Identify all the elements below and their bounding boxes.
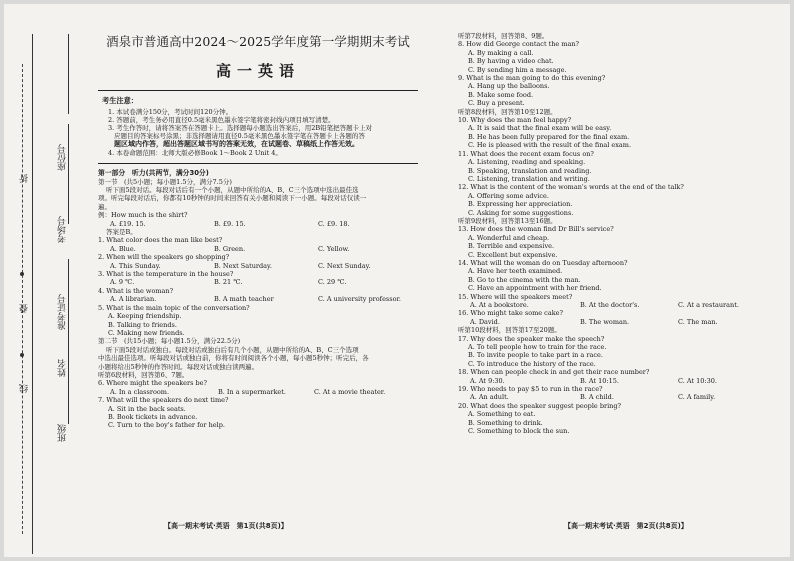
question: 13. How does the woman find Dr Bill's service? [458,225,614,234]
room-number-label: 考场号 [58,216,68,243]
option: C. At 10:30. [678,376,717,385]
example-options [98,220,418,228]
option: C. A university professor. [318,295,401,304]
option: C. By sending him a message. [468,65,567,74]
option: B. Speaking, translation and reading. [468,166,592,175]
question: 17. Why does the speaker make the speech? [458,334,605,343]
option: C. Something to block the sun. [468,427,570,436]
option: C. Listening, translation and writing. [468,174,590,183]
option: A. Something to eat. [468,410,536,419]
question: 12. What is the content of the woman's words at the end of the talk? [458,183,684,192]
option: A. David. [470,317,500,326]
question: 1. What color does the man like best? [98,236,223,245]
option: B. Go to the cinema with the man. [468,275,581,284]
option: A. By making a call. [468,48,534,57]
option: A. It is said that the final exam will be easy. [468,124,612,133]
options-row [458,301,784,309]
fold-mark: 折 [20,174,30,183]
option: B. Next Saturday. [214,261,272,270]
options-row [458,318,784,326]
option: B. Green. [214,244,246,253]
option: A. To tell people how to train for the race. [468,343,607,352]
fold-mark: 线 [20,384,30,393]
example-question: 例：How much is the shirt? [98,211,188,220]
class-blank [68,344,69,424]
question: 7. What will the speakers do next time? [98,396,229,405]
options-row [98,278,418,286]
question: 2. When will the speakers go shopping? [98,253,230,262]
option: B. At the doctor's. [580,301,640,309]
notice-item: 2. 答题前，考生务必用直径0.5毫米黑色墨水签字笔将密封线内项目填写清楚。 [108,115,335,124]
options-row [98,388,418,396]
option: B. Terrible and expensive. [468,242,555,251]
binding-dot [20,272,24,276]
example-answer: 答案是B。 [106,228,137,237]
option: A. 9 ℃. [110,278,135,287]
option: C. Asking for some suggestions. [468,208,574,217]
option: A. £19. 15. [110,219,146,228]
option: C. Yellow. [318,244,350,253]
question: 15. Where will the speakers meet? [458,292,573,301]
notice-item: 1. 本试卷满分150分，考试时间120分钟。 [108,107,233,116]
section-heading: 第一节 (共5小题；每小题1.5分，满分7.5分) [98,177,232,186]
option: C. Next Sunday. [318,261,371,270]
subject-title: 高一英语 [215,62,300,80]
option: A. Blue. [110,244,136,253]
room-number-blank [68,34,69,114]
option: A. Offering some advice. [468,191,549,200]
option: C. At a movie theater. [314,387,386,396]
option: A. Have her teeth examined. [468,267,563,276]
option: C. At a restaurant. [678,301,739,309]
options-row [458,377,784,385]
option: B. In a supermarket. [218,387,286,396]
option: C. To introduce the history of the race. [468,359,596,368]
notice-list [108,108,418,157]
option: A. At a bookstore. [470,301,529,309]
notice-item: 题区域内作答，超出答题区域书写的答案无效，在试题卷、草稿纸上作答无效。 [114,140,359,149]
option: C. Excellent but expensive. [468,250,558,259]
option: C. He is pleased with the result of the final exam. [468,141,632,150]
options-row [98,262,418,270]
option: A. Listening, reading and speaking. [468,158,586,167]
binding-dot [20,353,24,357]
options-row [458,393,784,401]
fold-line [22,64,23,534]
option: B. To invite people to take part in a race. [468,351,603,360]
question: 3. What is the temperature in the house? [98,270,234,279]
option: B. £9. 15. [214,219,246,228]
options-row [98,295,418,303]
section-heading: 第二节 (共15小题；每小题1.5分，满分22.5分) [98,337,241,346]
question: 19. Who needs to pay $5 to run in the race? [458,385,603,394]
page-1 [98,34,418,430]
option: C. £9. 18. [318,219,350,228]
option: A. Wonderful and cheap. [468,233,550,242]
material-heading: 听第10段材料，回答第17至20题。 [458,326,561,335]
name-label: 姓名 [58,359,68,377]
material-heading: 听第6段材料，回答第6、7题。 [98,370,189,379]
seal-line [32,34,33,554]
material-heading: 听第7段材料，回答第8、9题。 [458,32,549,40]
option: A. An adult. [470,393,509,402]
option: C. The man. [678,317,718,326]
option: B. By having a video chat. [468,57,554,66]
instructions: 小题将给出5秒钟的作答时间。每段对话或独白读两遍。 [98,362,259,371]
question: 8. How did George contact the man? [458,40,580,49]
exam-sheet [4,4,790,557]
class-label: 班级 [58,424,68,442]
question: 10. Why does the man feel happy? [458,116,572,125]
option: B. Something to drink. [468,418,543,427]
question: 16. Who might take some cake? [458,309,563,318]
option: B. He has been fully prepared for the final exam. [468,132,630,141]
option: B. Make some food. [468,90,534,99]
seat-number-label: 座位号 [58,144,68,171]
part-heading: 第一部分 听力(共两节，满分30分) [98,168,209,177]
divider [98,163,418,164]
option: C. Making new friends. [108,328,185,337]
option: B. A math teacher [214,295,274,304]
option: B. Talking to friends. [108,320,177,329]
notice-heading: 考生注意： [102,95,138,105]
notice-item: 3. 考生作答时，请将答案答在答题卡上。选择题每小题选出答案后，用2B铅笔把答题卡上对 [108,124,373,132]
page-2 [458,32,784,436]
option: A. This Sunday. [110,261,161,270]
instructions: 中选出最佳选项。听每段对话或独白前，你将有时间阅读各个小题，每小题5秒钟；听完后，各 [98,354,369,363]
option: C. Buy a present. [468,99,525,108]
instructions: 遍。 [98,202,111,211]
instructions: 项。听完每段对话后，你都有10秒钟的时间来回答有关小题和阅读下一小题。每段对话仅读一 [98,194,367,203]
notice-item: 应题目的答案标号涂黑；非选择题请用直径0.5毫米黑色墨水签字笔在答题卡上各题的答 [114,132,365,141]
option: C. Turn to the boy's father for help. [108,421,225,430]
question: 4. What is the woman? [98,286,174,295]
question: 14. What will the woman do on Tuesday afternoon? [458,258,628,267]
exam-number-blank [68,124,69,224]
question: 18. When can people check in and get their race number? [458,368,650,377]
option: B. At 10:15. [580,376,619,385]
option: C. A family. [678,393,716,402]
instructions: 听下面5段对话或独白。每段对话或独白后有几个小题，从题中所给的A、B、C三个选项 [106,345,359,354]
question-list [98,236,418,303]
binding-strip [4,4,96,557]
option: A. Sit in the back seats. [108,404,186,413]
option: A. At 9:30. [470,376,505,385]
option: C. 29 ℃. [318,278,347,287]
page-footer: 【高一期末考试·英语 第2页(共8页)】 [564,522,688,530]
option: B. A child. [580,393,614,402]
question: 5. What is the main topic of the conversation? [98,303,250,312]
option: B. Expressing her appreciation. [468,200,573,209]
material-heading: 听第9段材料，回答第13至16题。 [458,216,557,225]
option: B. 21 ℃. [214,278,243,287]
notice-item: 4. 本卷命题范围：北师大版必修Book 1～Book 2 Unit 4。 [108,148,282,157]
question: 9. What is the man going to do this evening? [458,74,606,83]
option: A. Hang up the balloons. [468,82,550,91]
question: 6. Where might the speakers be? [98,379,207,388]
question: 20. What does the speaker suggest people bring? [458,401,621,410]
option: B. The woman. [580,317,630,326]
divider [98,90,418,91]
option: B. Book tickets in advance. [108,412,198,421]
options-row [98,245,418,253]
instructions: 听下面5段对话。每段对话后有一个小题，从题中所给的A、B、C三个选项中选出最佳选 [106,186,359,195]
page-footer: 【高一期末考试·英语 第1页(共8页)】 [164,522,288,530]
option: A. In a classroom. [110,387,170,396]
material-heading: 听第8段材料，回答第10至12题。 [458,107,557,116]
option: C. Have an appointment with her friend. [468,284,602,293]
option: A. A librarian. [110,295,157,304]
question: 11. What does the recent exam focus on? [458,149,594,158]
option: A. Keeping friendship. [108,312,182,321]
exam-number-label: 准考证号 [58,294,68,330]
fold-mark: 叠 [20,304,30,313]
exam-title: 酒泉市普通高中2024～2025学年度第一学期期末考试 [106,34,410,49]
